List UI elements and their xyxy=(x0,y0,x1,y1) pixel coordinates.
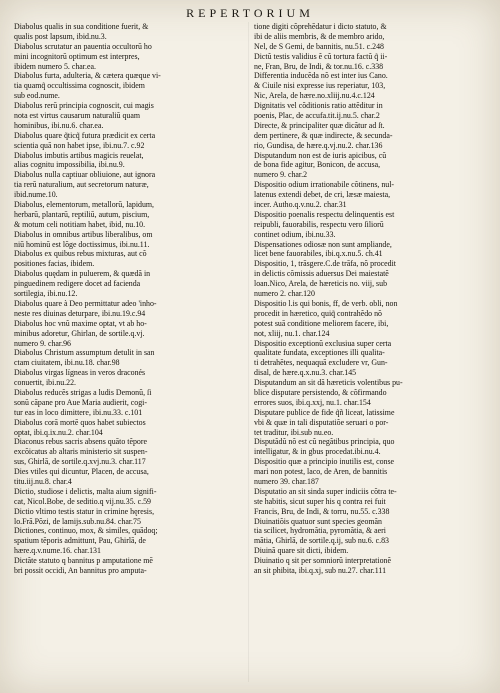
index-line: vbi & quæ in tali disputatiõe seruari o por- xyxy=(254,417,389,427)
index-line: Directe, & principaliter quæ dicãtur ad ſt. xyxy=(254,120,385,130)
index-line: loan.Nico, Arela, de hæreticis no. viij, sub xyxy=(254,279,388,289)
index-line: pinguedinem redigere docet ad facienda xyxy=(14,279,141,289)
index-line: mini incognitorū optimum est interpres, xyxy=(14,51,140,61)
index-line: Diabolus quędam in puluerem, & quædã in xyxy=(14,269,151,279)
index-line: reipubli, fauorabilis, respectu vero ſiliorū xyxy=(254,219,384,229)
index-line: sub eod.nume. xyxy=(14,91,60,101)
index-line: positiones facias, ibidem. xyxy=(14,259,95,269)
index-line: poenis, Plac, de accufa.tit.ij.nu.5. char.2 xyxy=(254,111,380,121)
index-line: potest suā conditione meliorem facere, ibi, xyxy=(254,318,389,328)
index-line: alias cognitu impossibilia, ibi.nu.9. xyxy=(14,160,125,170)
index-line: ctam ciuitatem, ibi.nu.18. char.98 xyxy=(14,358,120,368)
index-line: hominibus, ibi.nu.6. char.ea. xyxy=(14,120,104,130)
index-line: hære.q.v.nume.16. char.131 xyxy=(14,546,101,556)
index-line: lo.Frā.Põzi, de lamijs.sub.nu.84. char.75 xyxy=(14,516,141,526)
index-line: Diabolus reducẽs strigas a ludis Demonũ, ſi xyxy=(14,387,152,397)
index-line: errores suos, ibi.q.xxj, nu.1. char.154 xyxy=(254,397,371,407)
index-line: Dispositio poenalis respectu delinquentis est xyxy=(254,209,395,219)
index-line: & Ciuile nisi expresse ius reperiatur, 103, xyxy=(254,81,386,91)
index-line: procedit in hæretico, quiq̃ contrahẽdo nõ xyxy=(254,308,382,318)
index-line: Disputãdũ nõ est cũ negãtibus principia, quo xyxy=(254,437,395,447)
index-line: Dispositio, 1, trāsgere.C.de trāfa, nõ procedit xyxy=(254,259,396,269)
index-line: Dictiones, continuo, mox, & similes, quādoq; xyxy=(14,526,158,536)
index-line: blice disputare persistendo, & cõfirmando xyxy=(254,387,387,397)
index-line: Diuinatio q sit per somniorũ interpretationẽ xyxy=(254,556,391,566)
index-line: incer. Autho.q.v.nu.2. char.31 xyxy=(254,200,347,210)
index-line: licet bene fauorabiles, ibi.q.x.nu.5. ch.41 xyxy=(254,249,383,259)
index-line: Diabolus ex quibus rebus mixturas, aut cõ xyxy=(14,249,147,259)
index-line: an sit phibita, ibi.q.xj, sub nu.27. char.111 xyxy=(254,565,387,575)
index-line: tur eas in loco dimittere, ibi.nu.33. c.101 xyxy=(14,407,143,417)
index-line: not, xliij, nu.1. char.124 xyxy=(254,328,330,338)
index-line: in delictis cõmissis aduersus Dei maiestatẽ xyxy=(254,269,389,279)
index-line: Dictio, studiose i delictis, malta aium signifi- xyxy=(14,486,157,496)
index-line: conuertit, ibi.nu.22. xyxy=(14,378,77,388)
index-line: & motum celi notitiam habet, ibid, nu.10. xyxy=(14,219,146,229)
index-line: minibus adoretur, Ghirlan, de sortile.q.vj. xyxy=(14,328,145,338)
index-line: qualis post lapsum, ibid.nu.3. xyxy=(14,31,107,41)
index-line: Diuinatiõis quatuor sunt species geomãn xyxy=(254,516,382,526)
index-line: rio, Gundisa, de hære.q.vj.nu.2. char.136 xyxy=(254,140,383,150)
index-line: numero 39. char.187 xyxy=(254,476,319,486)
index-line: disal, de hære.q.x.nu.3. char.145 xyxy=(254,368,357,378)
index-line: Dictãte statuto q bannitus p amputatione mē xyxy=(14,556,153,566)
index-line: numero 2. char.120 xyxy=(254,289,315,299)
index-line: intelligatur, & in gbus procedat.ibi.nu.4. xyxy=(254,447,381,457)
index-line: tione digiti cõprehēdatur i dicto statuto, & xyxy=(254,22,387,31)
index-line: sonũ cāpane pro Aue Maria audierit, cogi- xyxy=(14,397,147,407)
index-line: ibidem numero 5. char.ea. xyxy=(14,61,96,71)
index-line: Diuinã quare sit dicti, ibidem. xyxy=(254,546,349,556)
index-line: ibid.nume.10. xyxy=(14,190,58,200)
index-line: optat, ibi.q.ix.nu.2. char.104 xyxy=(14,427,103,437)
index-line: Dictio vltimo testis statur in crimine hęresis, xyxy=(14,506,155,516)
index-line: Diabolus quare q̃ticq̃ futura prædicit ex certa xyxy=(14,130,156,140)
index-line: Dispensationes odiosæ non sunt ampliande, xyxy=(254,239,392,249)
index-line: spatium tẽporis admittunt, Pau, Ghirlā, de xyxy=(14,536,146,546)
running-header: REPERTORIUM xyxy=(186,6,314,20)
index-line: bri possit occidi, An bannitus pro amputa- xyxy=(14,565,147,575)
index-line: Diabolus furta, adulteria, & cætera quæque vi- xyxy=(14,71,161,81)
index-line: Diaconus rebus sacris absens quāto tẽpore xyxy=(14,437,148,447)
index-line: herbarū, plantarū, reptiliū, autum, piscium, xyxy=(14,209,150,219)
index-line: dem pertinere, & quæ indirecte, & secunda- xyxy=(254,130,393,140)
index-line: continet odium, ibi.nu.33. xyxy=(254,229,336,239)
index-line: Diabolus nulla captiuar obliuione, aut ignora xyxy=(14,170,156,180)
index-line: Dictũ testis validius ẽ cũ tortura factũ q̃ ii- xyxy=(254,51,388,61)
index-line: Disputatio an sit sinda super indiciis cõtra te- xyxy=(254,486,397,496)
index-line: sus, Ghirlā, de sortile.q.xvj.nu.3. char.117 xyxy=(14,457,146,467)
index-line: mari non potest, laco, de Aren, de bannitis xyxy=(254,467,388,477)
index-line: excõicatus ab altaris ministerio sit suspen- xyxy=(14,447,148,457)
index-line: Diabolus, elementorum, metallorū, lapidum, xyxy=(14,200,155,210)
index-line: Diabolus imbutis artibus magicis reuelat, xyxy=(14,150,144,160)
index-line: Disputare publice de fide q̃ñ liceat, latissime xyxy=(254,407,395,417)
index-line: Francis, Bru, de Indi, & torru, nu.55. c.338 xyxy=(254,506,390,516)
index-line: Dispositio odium irrationabile cõtinens, nul- xyxy=(254,180,395,190)
index-line: tia rerū naturalium, aut secretorum naturæ, xyxy=(14,180,149,190)
index-line: sortilegia, ibi.nu.12. xyxy=(14,289,78,299)
index-line: mãtia, Ghirlā, de sortile.q.ij, sub nu.6. c.83 xyxy=(254,536,389,546)
index-line: tia quamq̃ occultissima cognoscit, ibidem xyxy=(14,81,145,91)
index-line: Diabolus quare à Deo permittatur adeo 'inho- xyxy=(14,298,157,308)
index-line: Dignitatis vel cõditionis ratio attẽditur in xyxy=(254,101,383,111)
index-line: Differentia inducẽda nõ est inter ius Cano. xyxy=(254,71,388,81)
index-line: Dies vtiles qui dicuntur, Placen, de accusa, xyxy=(14,467,149,477)
index-line: de bona fide agitur, Bonicon, de accusa, xyxy=(254,160,381,170)
index-line: Disputandum an sit dã hæreticis volentibus pu- xyxy=(254,378,403,388)
index-line: Disputandum non est de iuris apicibus, cũ xyxy=(254,150,387,160)
index-line: ste habitis, sicut super his q contra rei fuit xyxy=(254,496,386,506)
index-line: niū hominū est lõge doctissimus, ibi.nu.11. xyxy=(14,239,150,249)
index-line: Diabolus corā mortē quos habet subiectos xyxy=(14,417,146,427)
left-column xyxy=(14,22,244,576)
index-line: tet traditur, ibi.sub nu.eo. xyxy=(254,427,334,437)
index-line: Diabolus Christum assumptum detulit in san xyxy=(14,348,155,358)
column-gutter xyxy=(248,22,249,682)
index-line: qualitate fundata, exceptiones illi qualita- xyxy=(254,348,385,358)
index-line: Dispositio quæ a principio inutilis est, conse xyxy=(254,457,395,467)
index-line: titu.iij.nu.8. char.4 xyxy=(14,476,72,486)
index-line: Diabolus scrutatur an pauentia occultorū ho xyxy=(14,41,152,51)
index-line: Nic, Arela, de hære.no.xliij.nu.4.c.124 xyxy=(254,91,375,101)
index-line: Diabolus virgas lígneas in veros draconés xyxy=(14,368,146,378)
index-line: Nel, de S Gemi, de bannitis, nu.51. c.248 xyxy=(254,41,384,51)
index-line: ibi de aliis membris, & de membro arido, xyxy=(254,31,385,41)
right-column xyxy=(254,22,486,576)
index-line: Dispositio l.is qui bonis, ff, de verb. obli, non xyxy=(254,298,398,308)
index-line: Dispositio exceptionũ exclusiua super certa xyxy=(254,338,392,348)
index-line: numero 9. char.96 xyxy=(14,338,71,348)
index-line: cat, Nicol.Bobe, de seditio.q vij.nu.35. c.59 xyxy=(14,496,151,506)
index-line: ne, Fran, Bru, de Indi, & tor.nu.16. c.338 xyxy=(254,61,384,71)
index-line: Diabolus rerū principia cognoscit, cui magis xyxy=(14,101,154,111)
index-line: neste res diuinas deturpare, ibi.nu.19.c.94 xyxy=(14,308,146,318)
index-line: latenus extendi debet, de cri, læsæ maiesta, xyxy=(254,190,391,200)
index-line: scientia quā non habet ipse, ibi.nu.7. c.92 xyxy=(14,140,145,150)
index-line: Diabolus in omnibus artibus liberalibus, om xyxy=(14,229,153,239)
index-line: numero 9. char.2 xyxy=(254,170,308,180)
index-line: Diabolus hoc vnũ maxime optat, vt ab ho- xyxy=(14,318,147,328)
index-line: tia scilicet, hydromãtia, pyromãtia, & aeri xyxy=(254,526,386,536)
index-line: Diabolus qualis in sua conditione fuerit, & xyxy=(14,22,149,31)
index-line: nota est virtus causarum naturaliū quam xyxy=(14,111,140,121)
index-line: ti detrahẽtes, nequaquā excludere vr, Gun- xyxy=(254,358,388,368)
